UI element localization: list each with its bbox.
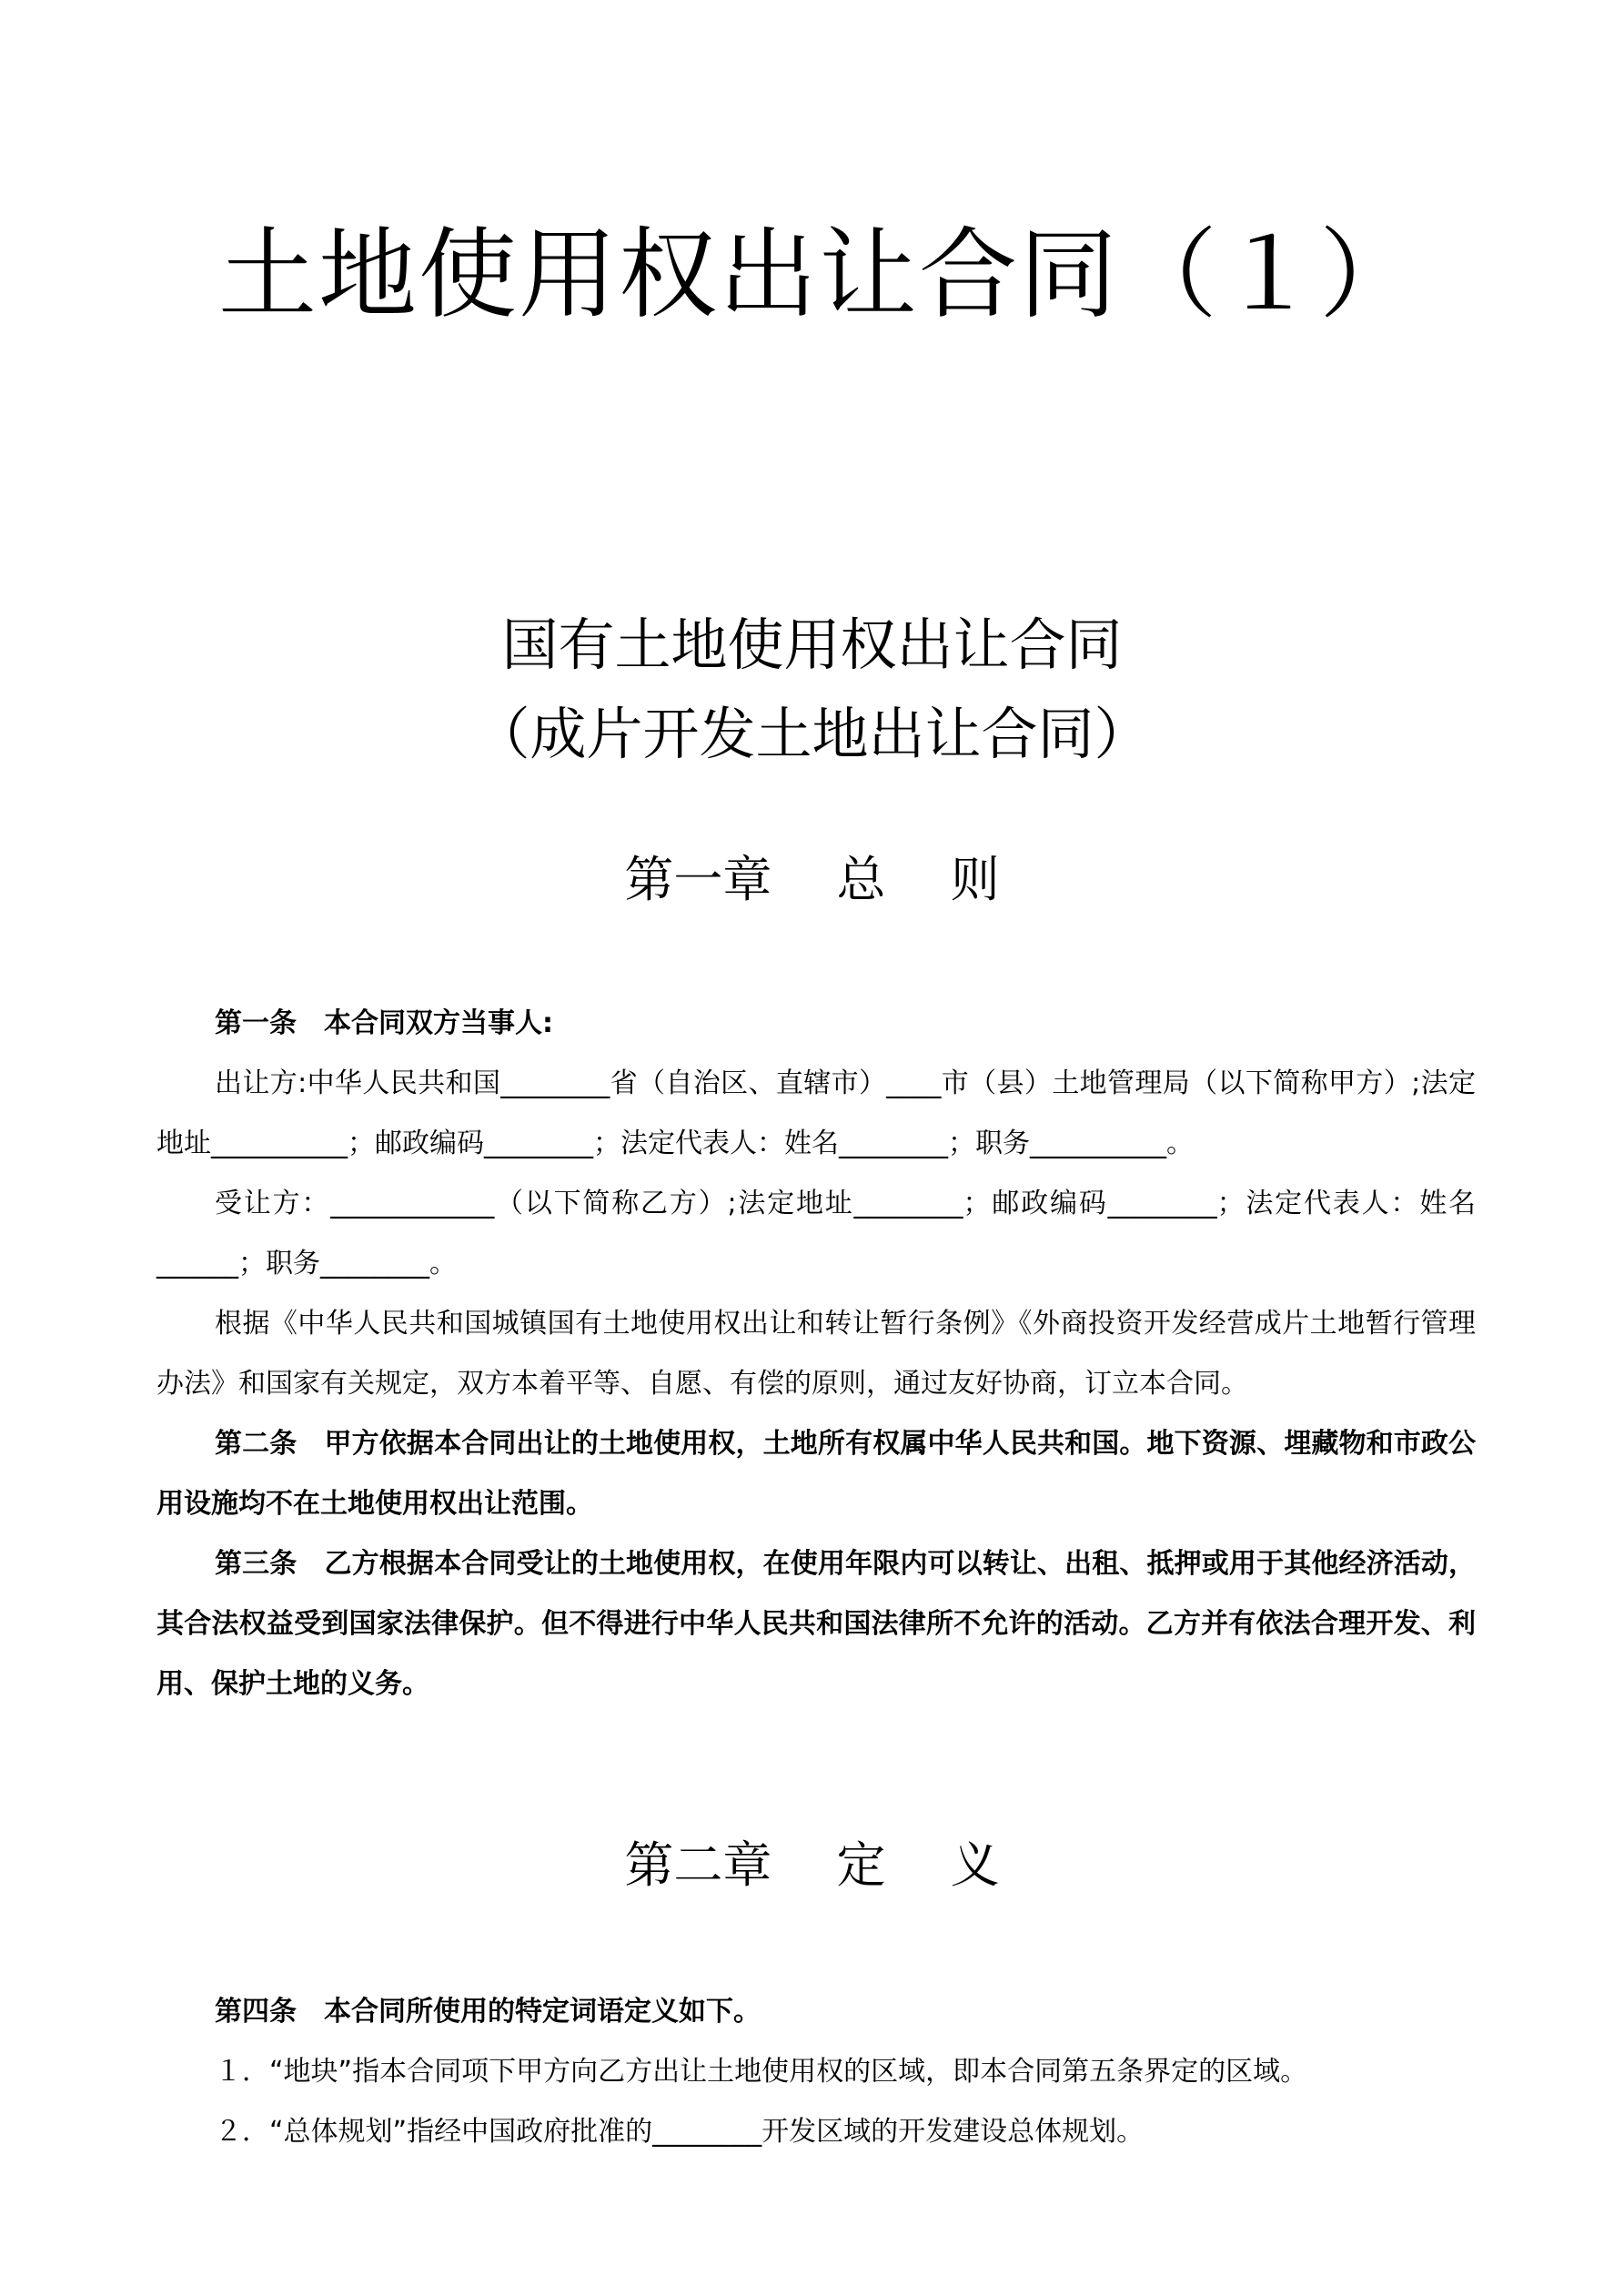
article-4-heading: 第四条 本合同所使用的特定词语定义如下。 bbox=[215, 1996, 761, 2028]
main-title: 土地使用权出让合同（１） bbox=[218, 218, 1420, 332]
chapter-two-body bbox=[156, 1982, 1476, 2162]
article-2: 第二条 甲方依据本合同出让的土地使用权，土地所有权属中华人民共和国。地下资源、埋藏物和市政公用设施均不在土地使用权出让范围。 bbox=[156, 1428, 1476, 1520]
chapter-one-body bbox=[156, 994, 1476, 1714]
chapter-one-heading: 第一章 总 则 bbox=[624, 851, 1000, 908]
article-3: 第三条 乙方根据本合同受让的土地使用权，在使用年限内可以转让、出租、抵押或用于其他经济活动，其合法权益受到国家法律保护。但不得进行中华人民共和国法律所不允许的活动。乙方并有依法合理开发、利用、保护土地的义务。 bbox=[156, 1548, 1476, 1700]
contract-subtitle: （成片开发土地出让合同） bbox=[473, 701, 1151, 767]
definition-item-2: ２．“总体规划”指经中国政府批准的________开发区域的开发建设总体规划。 bbox=[215, 2116, 1145, 2148]
paragraph-transferor: 出让方:中华人民共和国________省（自治区、直辖市）____市（县）土地管理局（以下简称甲方）;法定地址__________；邮政编码________；法定代表人：姓名________；职务__________。 bbox=[156, 1067, 1476, 1159]
paragraph-legal-basis: 根据《中华人民共和国城镇国有土地使用权出让和转让暂行条例》《外商投资开发经营成片土地暂行管理办法》和国家有关规定，双方本着平等、自愿、有偿的原则，通过友好协商，订立本合同。 bbox=[156, 1308, 1476, 1400]
chapter-two-heading: 第二章 定 义 bbox=[624, 1836, 1000, 1894]
contract-title: 国有土地使用权出让合同 bbox=[501, 612, 1123, 678]
paragraph-transferee: 受让方：____________（以下简称乙方）;法定地址________；邮政编码________；法定代表人：姓名______；职务________。 bbox=[156, 1188, 1476, 1279]
article-1-heading: 第一条 本合同双方当事人: bbox=[215, 1007, 553, 1039]
definition-item-1: １．“地块”指本合同项下甲方向乙方出让土地使用权的区域，即本合同第五条界定的区域。 bbox=[215, 2056, 1308, 2088]
